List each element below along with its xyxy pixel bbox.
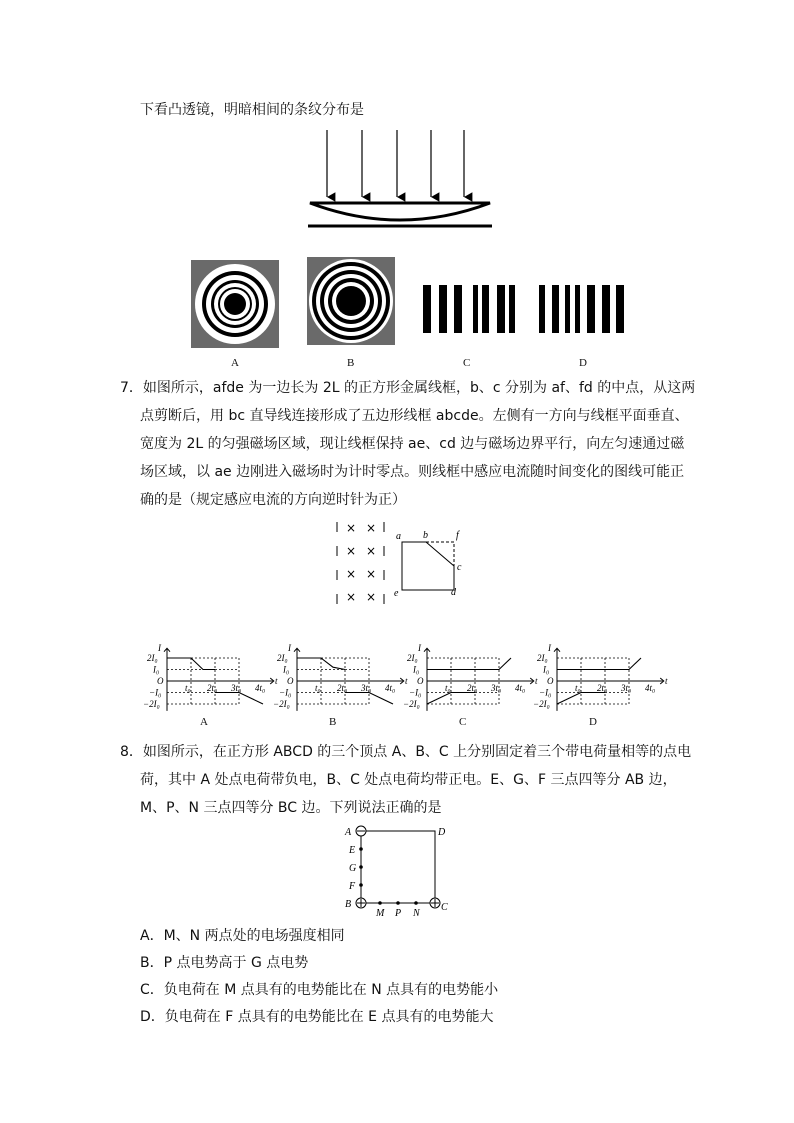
origin-label: O xyxy=(547,676,554,686)
tick-label: 3t₀ xyxy=(491,683,502,693)
vertex-b-label: B xyxy=(345,899,352,910)
tick-label: 3t₀ xyxy=(621,683,632,693)
question-6-stem-tail: 下看凸透镜，明暗相间的条纹分布是 xyxy=(140,102,364,118)
point-n-label: N xyxy=(413,908,420,919)
charge-square-figure xyxy=(340,822,454,918)
option-b[interactable]: B．P 点电势高于 G 点电势 xyxy=(140,955,309,971)
field-mark: × xyxy=(346,544,357,558)
question-7-line-3: 宽度为 2L 的匀强磁场区域，现让线框保持 ae、cd 边与磁场边界平行，向左匀速通过磁 xyxy=(140,436,685,452)
point-f-label: F xyxy=(349,881,356,892)
tick-label: 2I₀ xyxy=(407,653,418,663)
point-c-label: c xyxy=(457,562,462,573)
point-f-label: f xyxy=(456,530,459,541)
tick-label: −I₀ xyxy=(409,687,422,698)
point-d-label: d xyxy=(451,587,456,598)
graph-caption-b: B xyxy=(329,716,337,728)
axis-label-t: t xyxy=(535,676,538,686)
graph-caption-c: C xyxy=(459,716,467,728)
tick-label: 2t₀ xyxy=(597,683,608,693)
origin-label: O xyxy=(417,676,424,686)
field-mark: × xyxy=(346,567,357,581)
magnetic-field-frame-figure xyxy=(330,518,470,610)
tick-label: −2I₀ xyxy=(403,699,420,709)
tick-label: 2I₀ xyxy=(277,653,288,663)
ring-pattern-a xyxy=(191,260,279,348)
axis-label-i: I xyxy=(158,643,161,654)
point-b-label: b xyxy=(423,530,428,541)
axis-label-i: I xyxy=(548,643,551,654)
tick-label: 4t₀ xyxy=(515,683,526,693)
tick-label: 3t₀ xyxy=(361,683,372,693)
option-c[interactable]: C．负电荷在 M 点具有的电势能比在 N 点具有的电势能小 xyxy=(140,982,499,998)
tick-label: t₀ xyxy=(185,683,191,693)
lens-figure xyxy=(300,125,500,235)
axis-label-i: I xyxy=(418,643,421,654)
axis-label-t: t xyxy=(405,676,408,686)
tick-label: −I₀ xyxy=(149,687,162,698)
question-8-line-3: M、P、N 三点四等分 BC 边。下列说法正确的是 xyxy=(140,800,442,816)
vertex-d-label: D xyxy=(438,827,446,838)
field-mark: × xyxy=(366,590,377,604)
field-mark: × xyxy=(366,521,377,535)
tick-label: 2t₀ xyxy=(207,683,218,693)
question-8-line-1: 8．如图所示，在正方形 ABCD 的三个顶点 A、B、C 上分别固定着三个带电荷量相等的点电 xyxy=(120,744,692,760)
tick-label: 2I₀ xyxy=(147,653,158,663)
graph-caption-a: A xyxy=(200,716,208,728)
caption-a: A xyxy=(231,357,239,369)
point-a-label: a xyxy=(396,531,401,542)
origin-label: O xyxy=(287,676,294,686)
tick-label: 4t₀ xyxy=(645,683,656,693)
current-curve xyxy=(427,658,511,670)
graph-caption-d: D xyxy=(589,716,597,728)
vertex-c-label: C xyxy=(441,902,448,913)
tick-label: 2t₀ xyxy=(467,683,478,693)
tick-label: 4t₀ xyxy=(385,683,396,693)
tick-label: t₀ xyxy=(445,683,451,693)
current-curve xyxy=(557,658,641,670)
question-7-line-1: 7．如图所示，afde 为一边长为 2L 的正方形金属线框，b、c 分别为 af、fd 的中点，从这两 xyxy=(120,380,696,396)
stripe-pattern-c xyxy=(423,285,515,333)
caption-c: C xyxy=(463,357,471,369)
point-p-label: P xyxy=(395,908,402,919)
current-graph-b xyxy=(273,624,408,716)
tick-label: 2t₀ xyxy=(337,683,348,693)
tick-label: 4t₀ xyxy=(255,683,266,693)
caption-b: B xyxy=(347,357,355,369)
field-mark: × xyxy=(346,521,357,535)
tick-label: t₀ xyxy=(575,683,581,693)
point-m-label: M xyxy=(376,908,385,919)
tick-label: −I₀ xyxy=(539,687,552,698)
point-e-label: e xyxy=(394,588,399,599)
field-mark: × xyxy=(346,590,357,604)
axis-label-t: t xyxy=(275,676,278,686)
tick-label: −I₀ xyxy=(279,687,292,698)
point-g-label: G xyxy=(349,863,357,874)
tick-label: 3t₀ xyxy=(231,683,242,693)
axis-label-t: t xyxy=(665,676,668,686)
current-graph-a xyxy=(143,624,278,716)
tick-label: −2I₀ xyxy=(533,699,550,709)
question-8-line-2: 荷，其中 A 处点电荷带负电，B、C 处点电荷均带正电。E、G、F 三点四等分 AB 边， xyxy=(140,772,677,788)
ring-pattern-b xyxy=(307,257,395,345)
field-mark: × xyxy=(366,544,377,558)
origin-label: O xyxy=(157,676,164,686)
option-a[interactable]: A．M、N 两点处的电场强度相同 xyxy=(140,928,345,944)
vertex-a-label: A xyxy=(345,827,352,838)
tick-label: t₀ xyxy=(315,683,321,693)
question-7-line-5: 确的是（规定感应电流的方向逆时针为正） xyxy=(140,492,406,508)
tick-label: I₀ xyxy=(413,664,420,675)
tick-label: −2I₀ xyxy=(143,699,160,709)
question-7-line-4: 场区域，以 ae 边刚进入磁场时为计时零点。则线框中感应电流随时间变化的图线可能正 xyxy=(140,464,685,480)
tick-label: I₀ xyxy=(543,664,550,675)
tick-label: I₀ xyxy=(283,664,290,675)
tick-label: I₀ xyxy=(153,664,160,675)
tick-label: −2I₀ xyxy=(273,699,290,709)
current-graph-d xyxy=(533,624,668,716)
option-d[interactable]: D．负电荷在 F 点具有的电势能比在 E 点具有的电势能大 xyxy=(140,1009,494,1025)
stripe-pattern-d xyxy=(539,285,627,333)
axis-label-i: I xyxy=(288,643,291,654)
tick-label: 2I₀ xyxy=(537,653,548,663)
point-e-label: E xyxy=(349,845,356,856)
current-graph-c xyxy=(403,624,538,716)
field-mark: × xyxy=(366,567,377,581)
caption-d: D xyxy=(579,357,587,369)
question-7-line-2: 点剪断后，用 bc 直导线连接形成了五边形线框 abcde。左侧有一方向与线框平面垂直、 xyxy=(140,408,689,424)
